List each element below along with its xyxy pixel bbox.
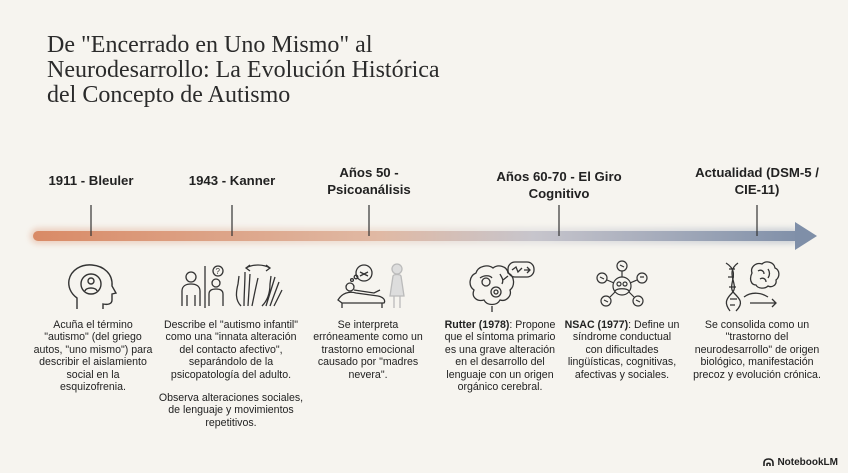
desc-1943-text-2: Observa alteraciones sociales, de lenguaje y movimientos repetitivos.: [158, 392, 304, 429]
page-title: De "Encerrado en Uno Mismo" al Neurodesarrollo: La Evolución Histórica del Concepto de Autismo: [47, 32, 440, 108]
desc-1943-text-1: Describe el "autismo infantil" como una "innata alteración del contacto afectivo", separándolo de la psicopatología del adulto.: [163, 319, 299, 381]
child-hands-icon: [178, 262, 286, 312]
desc-1911-text: Acuña el término "autismo" (del griego autos, "uno mismo") para describir el aislamiento social en la esquizofrenia.: [33, 319, 153, 394]
milestone-desc-rutter: [444, 319, 556, 393]
desc-rutter-bold: Rutter (1978): [444, 319, 510, 331]
desc-nsac-text: : Define un síndrome conductual con dificultades lingüísticas, cognitivas, afectivas y sociales.: [567, 319, 680, 381]
network-people-icon: [596, 260, 648, 312]
milestone-label-50s: Años 50 - Psicoanálisis: [327, 165, 411, 197]
milestone-desc-actual: [690, 319, 824, 381]
milestone-label-1943: 1943 - Kanner: [188, 173, 276, 188]
head-person-icon: [63, 262, 123, 312]
milestone-desc-nsac: [564, 319, 680, 381]
notebooklm-logo-icon: [763, 458, 774, 467]
svg-text:?: ?: [215, 267, 220, 276]
desc-rutter-text: : Propone que el síntoma primario es una grave alteración en el desarrollo del lenguaje con un origen orgánico cerebral.: [444, 319, 556, 394]
desc-actual-text: Se consolida como un "trastorno del neurodesarrollo" de origen biológico, manifestación precoz y evolución crónica.: [693, 319, 821, 381]
couch-therapy-icon: [334, 260, 414, 312]
brain-gears-icon: [466, 260, 538, 314]
brand-name: NotebookLM: [777, 457, 838, 468]
milestone-desc-50s: [306, 319, 430, 381]
milestone-label-actual: Actualidad (DSM-5 / CIE-11): [695, 165, 819, 197]
milestone-label-1911: 1911 - Bleuler: [48, 173, 134, 188]
milestone-desc-1943: [158, 319, 304, 429]
dna-brain-icon: [722, 259, 784, 313]
brand-badge: [763, 457, 838, 468]
milestone-label-60s: Años 60-70 - El Giro Cognitivo: [496, 169, 622, 201]
desc-50s-text: Se interpreta erróneamente como un trastorno emocional causado por "madres nevera".: [313, 319, 423, 381]
desc-nsac-bold: NSAC (1977): [564, 319, 629, 331]
milestone-desc-1911: [33, 319, 153, 393]
